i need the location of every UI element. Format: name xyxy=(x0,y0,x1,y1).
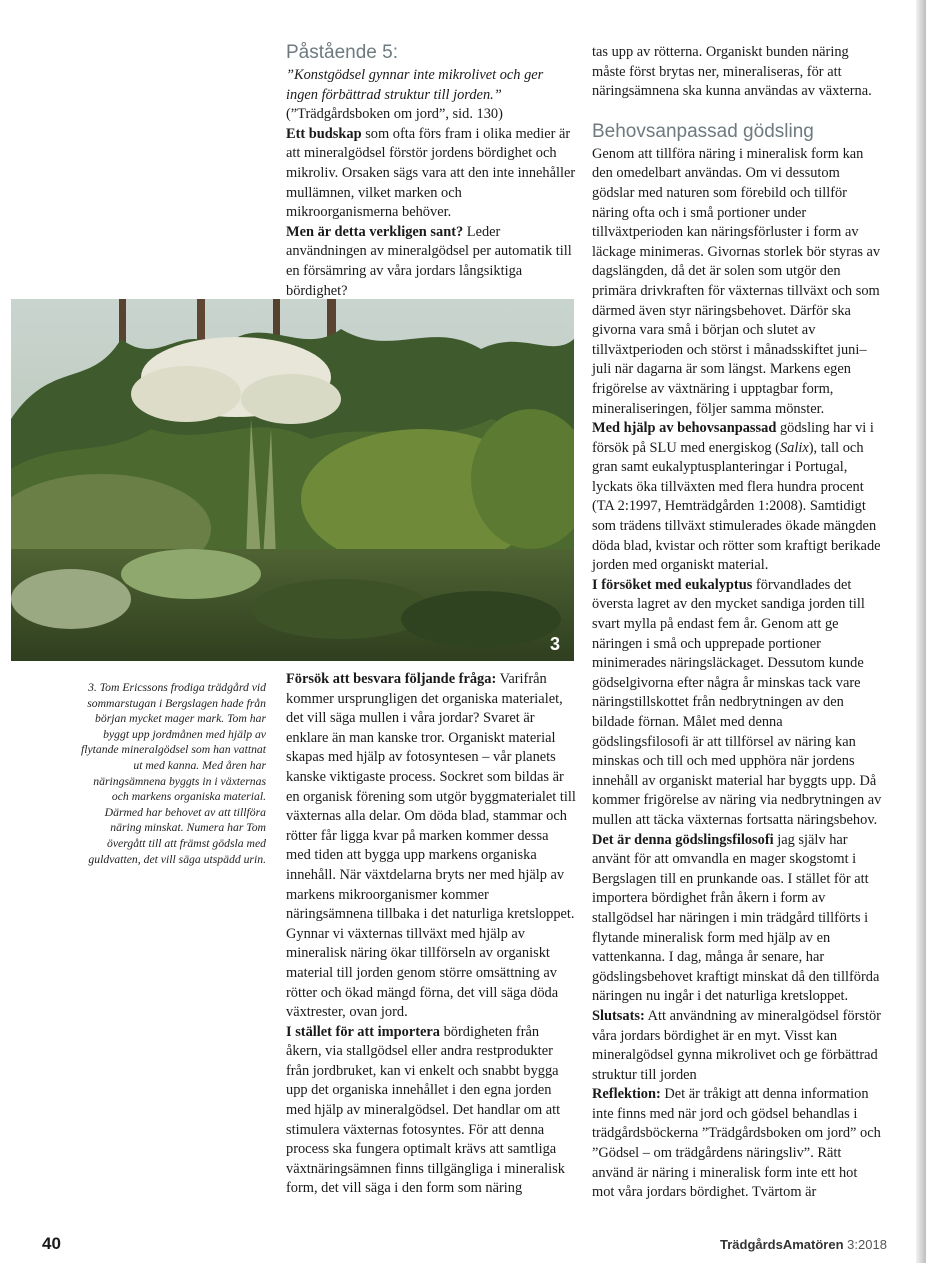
right-paragraph-2 xyxy=(592,419,882,576)
claim-paragraph-2 xyxy=(286,223,576,301)
middle-paragraph-2 xyxy=(286,1023,576,1199)
right-paragraph-6 xyxy=(592,1085,882,1203)
lead-text: Ett budskap xyxy=(286,125,362,142)
claim-quote: ”Konstgödsel gynnar inte mikrolivet och ger ingen förbättrad struktur till jorden.” xyxy=(286,67,544,103)
body-text: gödsling har vi i försök på SLU med energiskog ( xyxy=(592,420,874,456)
right-paragraph-4 xyxy=(592,831,882,1007)
right-paragraph-0: tas upp av rötterna. Organiskt bunden näring måste först brytas ner, mineraliseras, för att näringsämnena ska kunna användas av växterna. xyxy=(592,44,872,100)
page-number: 40 xyxy=(42,1234,61,1253)
lead-text: Det är denna gödslingsfilosofi xyxy=(592,831,774,848)
lead-text: Med hjälp av behovsanpassad xyxy=(592,420,777,437)
species-name: Salix xyxy=(779,439,809,456)
magazine-name: TrädgårdsAmatören xyxy=(720,1237,844,1252)
lead-text: Men är detta verkligen sant? xyxy=(286,223,464,240)
middle-column xyxy=(286,670,576,1199)
claim-heading: Påstående 5: xyxy=(286,42,398,63)
right-paragraph-3 xyxy=(592,576,882,831)
lead-text: Försök att besvara följande fråga: xyxy=(286,671,497,687)
claim-paragraph-1 xyxy=(286,125,576,223)
body-text: som ofta förs fram i olika medier är att mineralgödsel förstör jordens bördighet och mikroliv. Orsaken sägs vara att den inte innehåller mullämnen, vilket marken och mikroorganismerna behöver. xyxy=(286,125,576,221)
footer-magazine xyxy=(720,1237,887,1252)
body-text: ), tall och gran samt eukalyptusplanteringar i Portugal, lyckats öka tillväxten med flera hundra procent (TA 2:1997, Hemträdgården 1:2008). Samtidigt som trädens tillväxt stimulerades ökade mängden döda blad, kvistar och rötter som kraftigt berikade jorden med organiskt material. xyxy=(592,439,881,574)
photo-caption: 3. Tom Ericssons frodiga trädgård vid sommarstugan i Bergslagen hade från början mycket mager mark. Tom har byggt upp jordmånen med hjälp av flytande mineralgödsel som han vattnat ut med kanna. Med åren har näringsämnena byggts in i växternas och markens organiska material. Därmed har behovet av att tillföra näring minskat. Numera har Tom övergått till att främst gödsla med guldvatten, det vill säga utspädd urin. xyxy=(80,681,266,866)
section-heading: Behovsanpassad gödsling xyxy=(592,120,814,142)
page-edge-shadow xyxy=(916,0,926,1263)
body-text: förvandlades det översta lagret av den mycket sandiga jorden till svart mylla på endast fem år. Genom att ge näringen i små och upprepade portioner minimerades näringsläckaget. Dessutom kunde gödselgivorna efter några år minskas tack vare näringstillskottet från nedbrytningen av den bildade förnan. Målet med denna gödslingsfilosofi är att tillförsel av näring kan minskas och till och med upphöra när jordens innehåll av organiskt material har byggts upp. Då kommer frigörelse av näring via nedbrytningen av mullen att täcka växternas fortsatta näringsbehov. xyxy=(592,576,882,828)
claim-column xyxy=(286,42,576,301)
photo-number: 3 xyxy=(549,634,560,654)
body-text: Att användning av mineralgödsel förstör våra jordars bördighet är en myt. Visst kan mineralgödsel gynna mikrolivet och ge förbättrad struktur till jorden xyxy=(592,1007,881,1083)
body-text: Varifrån kommer ursprungligen det organiska materialet, det vill säga mullen i våra jordar? Svaret är enklare än man kanske tror. Organiskt material skapas med hjälp av fotosyntesen – vår planets kanske viktigaste process. Sockret som bildas är en organisk förening som utgör byggmaterialet till växternas alla delar. Om döda blad, stammar och rötter får ligga kvar på marken kommer dessa med tiden att bygga upp markens organiska innehåll. När växtdelarna bryts ner med hjälp av markens mikroorganismer kommer näringsämnena tillbaka i det naturliga kretsloppet. Gynnar vi växternas tillväxt med hjälp av mineralisk näring ökar tillförseln av organiskt material till jorden genom större omsättning av rötter och ökad mängd förna, det vill säga döda växtrester, ovan jord. xyxy=(286,671,576,1021)
middle-paragraph-1 xyxy=(286,670,576,1023)
lead-text: Reflektion: xyxy=(592,1086,661,1103)
right-paragraph-1: Genom att tillföra näring i mineralisk form kan den omedelbart användas. Om vi dessutom gödslar med naturen som förebild och tillför näring ofta och i små portioner under tillväxtperioden kan näringsförluster i form av läckage minimeras. Givornas storlek bör styras av dagslängden, då det är solen som utgör den primära drivkraften för växternas tillväxt och som därmed även styr näringsbehovet. Därför ska givorna vara små i början och slutet av tillväxtperioden och störst i månadsskiftet juni–juli när dagarna är som längst. Markens egen frigörelse av växtnäring i upptagbar form, mineraliseringen, följer samma mönster. xyxy=(592,145,881,417)
lead-text: I stället för att importera xyxy=(286,1023,440,1040)
right-paragraph-5 xyxy=(592,1007,882,1085)
body-text: bördigheten från åkern, via stallgödsel eller andra restprodukter från jordbruket, kan vi enkelt och snabbt bygga upp det organiska innehållet i den egna jorden med hjälp av mineralgödsel. Det handlar om att stimulera växternas fotosyntes. För att denna process ska fungera optimalt krävs att samtliga växtnäringsämnen finns tillgängliga i mineralisk form, det vill säga i den form som näring xyxy=(286,1023,565,1197)
issue-number: 3:2018 xyxy=(847,1237,887,1252)
lead-text: I försöket med eukalyptus xyxy=(592,576,753,593)
garden-photo xyxy=(11,299,574,661)
lead-text: Slutsats: xyxy=(592,1007,645,1024)
claim-source: (”Trädgårdsboken om jord”, sid. 130) xyxy=(286,106,503,123)
body-text: Det är tråkigt att denna information inte finns med när jord och gödsel behandlas i trädgårdsböckerna ”Trädgårdsboken om jord” och ”Gödsel – om trädgårdens näringsliv”. Rätt använd är näring i mineralisk form inte ett hot mot våra jordars bördighet. Tvärtom är xyxy=(592,1086,881,1201)
right-column xyxy=(592,43,882,1203)
body-text: jag själv har använt för att omvandla en mager skogstomt i Bergslagen till en prunkande oas. I stället för att importera bördighet från åkern i form av stallgödsel har näringen i min trädgård tillförts i flytande mineralisk form med hjälp av en vattenkanna. I dag, många år senare, har gödslingsbehovet kraftigt minskat då den tillförda näringen nu ingår i det naturliga kretsloppet. xyxy=(592,831,880,1005)
body-text: Leder användningen av mineralgödsel per automatik till en försämring av våra jordars långsiktiga bördighet? xyxy=(286,223,572,299)
